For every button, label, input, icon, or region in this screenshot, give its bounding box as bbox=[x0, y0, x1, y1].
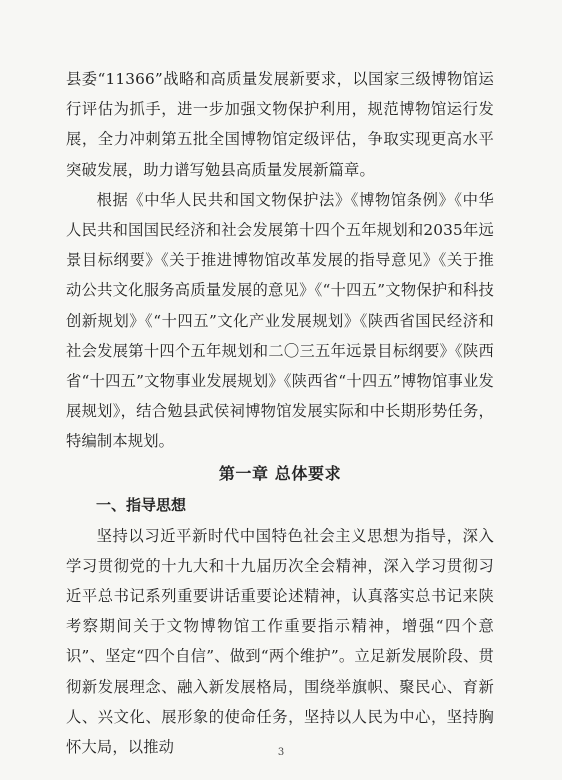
document-body bbox=[66, 64, 494, 762]
body-paragraph: 根据《中华人民共和国文物保护法》《博物馆条例》《中华人民共和国国民经济和社会发展第十四个五年规划和2035年远景目标纲要》《关于推进博物馆改革发展的指导意见》《关于推动公共文化服务高质量发展的意见》《“十四五”文物保护和科技创新规划》《“十四五”文化产业发展规划》《陕西省国民经济和社会发展第十四个五年规划和二〇三五年远景目标纲要》《陕西省“十四五”文物事业发展规划》《陕西省“十四五”博物馆事业发展规划》，结合勉县武侯祠博物馆发展实际和中长期形势任务，特编制本规划。 bbox=[66, 190, 494, 451]
body-paragraph: 县委“11366”战略和高质量发展新要求，以国家三级博物馆运行评估为抓手，进一步加强文物保护利用，规范博物馆运行发展，全力冲刺第五批全国博物馆定级评估，争取实现更高水平突破发展，助力谱写勉县高质量发展新篇章。 bbox=[66, 70, 494, 179]
page-number: 3 bbox=[277, 747, 285, 758]
body-paragraph: 坚持以习近平新时代中国特色社会主义思想为指导，深入学习贯彻党的十九大和十九届历次全会精神，深入学习贯彻习近平总书记系列重要讲话重要论述精神，认真落实总书记来陕考察期间关于文物博物馆工作重要指示精神，增强“四个意识”、坚定“四个自信”、做到“两个维护”。立足新发展阶段、贯彻新发展理念、融入新发展格局，围绕举旗帜、聚民心、育新人、兴文化、展形象的使命任务，坚持以人民为中心，坚持胸怀大局，以推动 bbox=[66, 526, 494, 757]
chapter-title: 第一章 总体要求 bbox=[218, 463, 342, 483]
section-heading: 一、指导思想 bbox=[96, 495, 187, 514]
